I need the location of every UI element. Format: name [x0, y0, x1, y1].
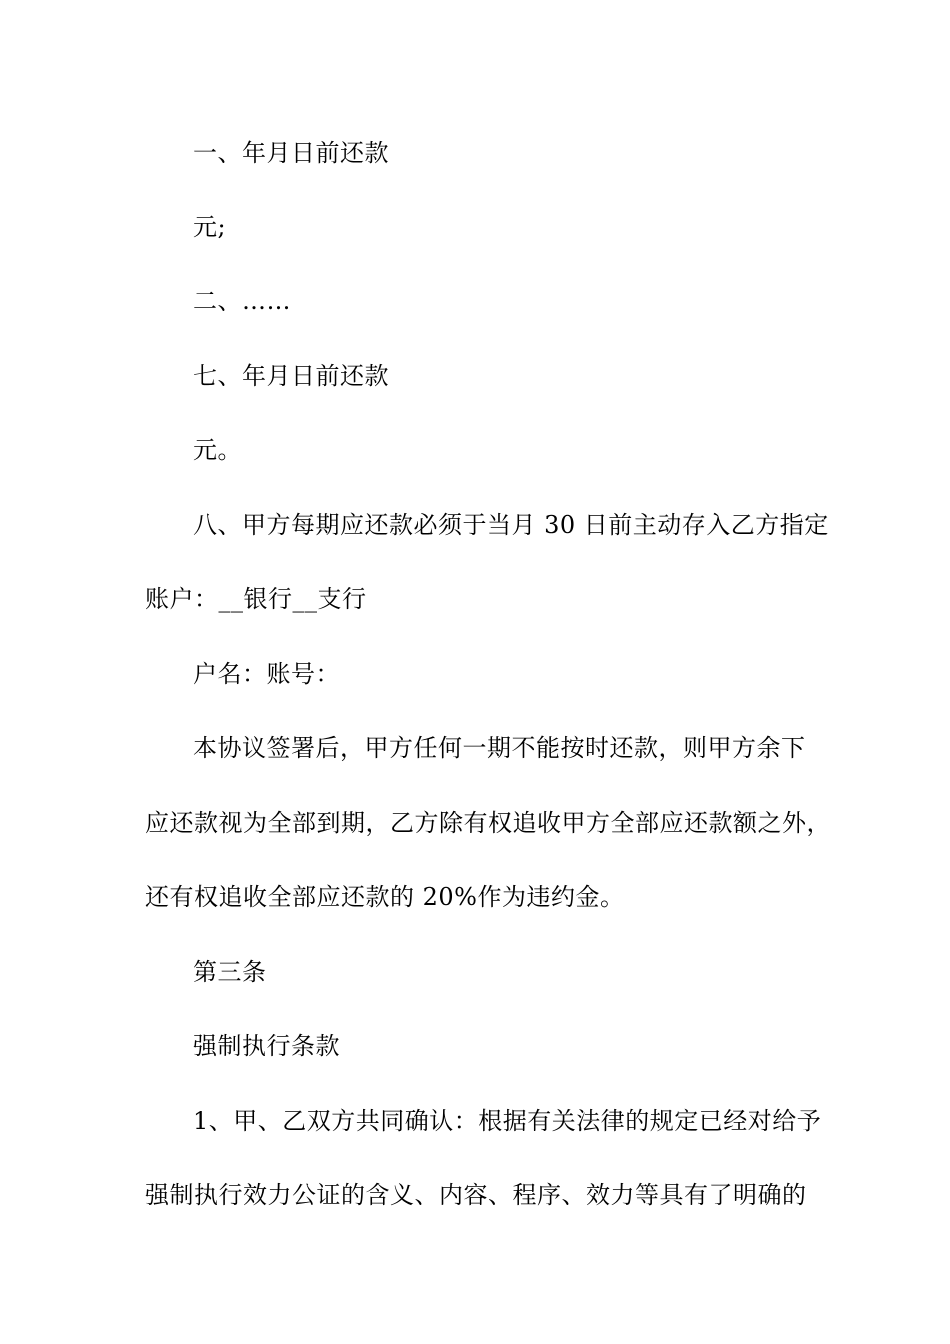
account-name-number: 户名：账号： [193, 660, 340, 688]
enforcement-line-1: 1、甲、乙双方共同确认：根据有关法律的规定已经对给予 [193, 1107, 822, 1135]
default-clause-line-3: 还有权追收全部应还款的 20%作为违约金。 [145, 883, 625, 911]
default-clause-line-1: 本协议签署后，甲方任何一期不能按时还款，则甲方余下 [193, 734, 806, 762]
default-clause-line-2: 应还款视为全部到期，乙方除有权追收甲方全部应还款额之外， [145, 809, 831, 837]
clause-7-repayment: 七、年月日前还款 [193, 362, 389, 390]
clause-1-repayment: 一、年月日前还款 [193, 139, 389, 167]
clause-8-account: 账户：__银行__支行 [145, 585, 367, 613]
clause-7-amount: 元。 [193, 436, 242, 464]
article-3-heading: 第三条 [193, 958, 267, 986]
clause-8-text: 八、甲方每期应还款必须于当月 30 日前主动存入乙方指定 [193, 511, 829, 539]
enforcement-line-2: 强制执行效力公证的含义、内容、程序、效力等具有了明确的 [145, 1181, 807, 1209]
clause-2-ellipsis: 二、…… [193, 287, 291, 315]
clause-1-amount: 元; [193, 213, 227, 241]
article-3-title: 强制执行条款 [193, 1032, 340, 1060]
